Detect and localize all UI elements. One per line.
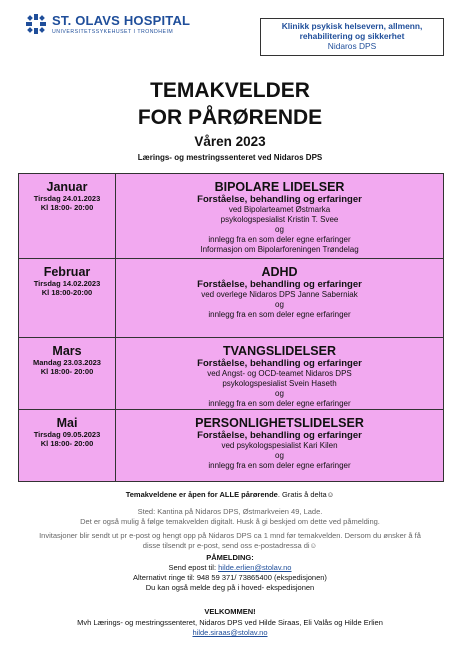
session-row: [19, 338, 444, 410]
signup-email-link[interactable]: hilde.erlien@stolav.no: [218, 563, 292, 572]
session-row: [19, 174, 444, 259]
session-date-cell: [19, 410, 116, 482]
invite-line-2: disse tilsendt pr e-post, send oss e-postadressa di☺: [142, 541, 318, 550]
session-line: og: [275, 225, 284, 234]
session-month: Februar: [43, 265, 91, 279]
session-row: [19, 410, 444, 482]
session-line: ved overlege Nidaros DPS Janne Saberniak: [201, 290, 358, 299]
session-time: Kl 18:00- 20:00: [40, 203, 94, 212]
session-day: Mandag 23.03.2023: [33, 358, 101, 367]
clinic-box: [260, 18, 444, 56]
signup-desk: Du kan også melde deg på i hoved- ekspedisjonen: [145, 583, 315, 592]
session-subtitle: Forståelse, behandling og erfaringer: [197, 430, 362, 441]
title-line-1: TEMAKVELDER: [150, 79, 310, 102]
session-line: ved Angst- og OCD-teamet Nidaros DPS: [207, 369, 352, 378]
session-date-cell: [19, 338, 116, 410]
session-info-cell: [116, 410, 444, 482]
session-month: Januar: [46, 180, 88, 194]
signup-heading: PÅMELDING:: [206, 553, 254, 562]
hospital-logo: [24, 12, 214, 40]
session-line: psykologspesialist Svein Haseth: [222, 379, 337, 388]
session-info-cell: [116, 259, 444, 338]
session-day: Tirsdag 24.01.2023: [33, 194, 101, 203]
hospital-name: ST. OLAVS HOSPITAL: [52, 13, 191, 28]
clinic-line-1: Klinikk psykisk helsevern, allmenn,: [281, 21, 423, 31]
signup-phone: Alternativt ringe til: 948 59 371/ 73865400 (ekspedisjonen): [133, 573, 327, 582]
session-line: Informasjon om Bipolarforeningen Trøndelag: [200, 245, 359, 254]
session-line: og: [275, 389, 284, 398]
session-date-cell: [19, 259, 116, 338]
session-day: Tirsdag 09.05.2023: [33, 430, 101, 439]
session-line: ved Bipolarteamet Østmarka: [228, 205, 331, 214]
open-notice: [0, 490, 460, 500]
location-text: Sted: Kantina på Nidaros DPS, Østmarkveien 49, Lade.: [137, 507, 323, 516]
session-line: innlegg fra en som deler egne erfaringer: [208, 399, 351, 408]
session-topic: ADHD: [261, 265, 298, 279]
session-month: Mars: [52, 344, 82, 358]
clinic-line-2: rehabilitering og sikkerhet: [299, 31, 405, 41]
session-topic: BIPOLARE LIDELSER: [214, 180, 345, 194]
session-line: innlegg fra en som deler egne erfaringer: [208, 235, 351, 244]
session-day: Tirsdag 14.02.2023: [33, 279, 101, 288]
session-line: innlegg fra en som deler egne erfaringer: [208, 461, 351, 470]
session-info-cell: [116, 174, 444, 259]
session-line: ved psykologspesialist Kari Kilen: [221, 441, 338, 450]
session-time: Kl 18:00- 20:00: [40, 439, 94, 448]
open-notice-rest: . Gratis å delta☺: [277, 490, 335, 499]
session-month: Mai: [56, 416, 78, 430]
session-line: psykologspesialist Kristin T. Svee: [220, 215, 339, 224]
session-topic: PERSONLIGHETSLIDELSER: [195, 416, 364, 430]
clinic-line-3: Nidaros DPS: [327, 41, 377, 51]
session-row: [19, 259, 444, 338]
invite-line-1: Invitasjoner blir sendt ut pr e-post og hengt opp på Nidaros DPS ca 1 mnd før temakvelden. Dersom du ønsker å få: [39, 531, 421, 540]
schedule-table: [18, 173, 444, 482]
session-subtitle: Forståelse, behandling og erfaringer: [197, 194, 362, 205]
session-date-cell: [19, 174, 116, 259]
hospital-subtitle: UNIVERSITETSSYKEHUSET I TRONDHEIM: [52, 29, 174, 35]
contact-email-link[interactable]: hilde.siraas@stolav.no: [192, 628, 268, 637]
session-subtitle: Forståelse, behandling og erfaringer: [197, 279, 362, 290]
digital-text: Det er også mulig å følge temakvelden digitalt. Husk å gi beskjed om dette ved påmelding.: [80, 517, 380, 526]
session-time: Kl 18:00-20:00: [41, 288, 93, 297]
open-notice-bold: Temakveldene er åpen for ALLE pårørende: [125, 490, 278, 499]
title-line-2: FOR PÅRØRENDE: [137, 106, 323, 129]
center-name: Lærings- og mestringssenteret ved Nidaros DPS: [137, 153, 323, 162]
session-line: og: [275, 300, 284, 309]
session-info-cell: [116, 338, 444, 410]
session-time: Kl 18:00- 20:00: [40, 367, 94, 376]
hospital-logo-icon: [24, 12, 48, 36]
season: Våren 2023: [194, 134, 266, 149]
signup-email-line: [0, 563, 460, 573]
session-line: og: [275, 451, 284, 460]
session-line: innlegg fra en som deler egne erfaringer: [208, 310, 351, 319]
signup-email-prefix: Send epost til:: [168, 563, 219, 572]
session-topic: TVANGSLIDELSER: [223, 344, 336, 358]
welcome-text: VELKOMMEN!: [204, 607, 256, 616]
session-subtitle: Forståelse, behandling og erfaringer: [197, 358, 362, 369]
signature: Mvh Lærings- og mestringssenteret, Nidaros DPS ved Hilde Siraas, Eli Valås og Hilde Erlien: [77, 618, 383, 627]
